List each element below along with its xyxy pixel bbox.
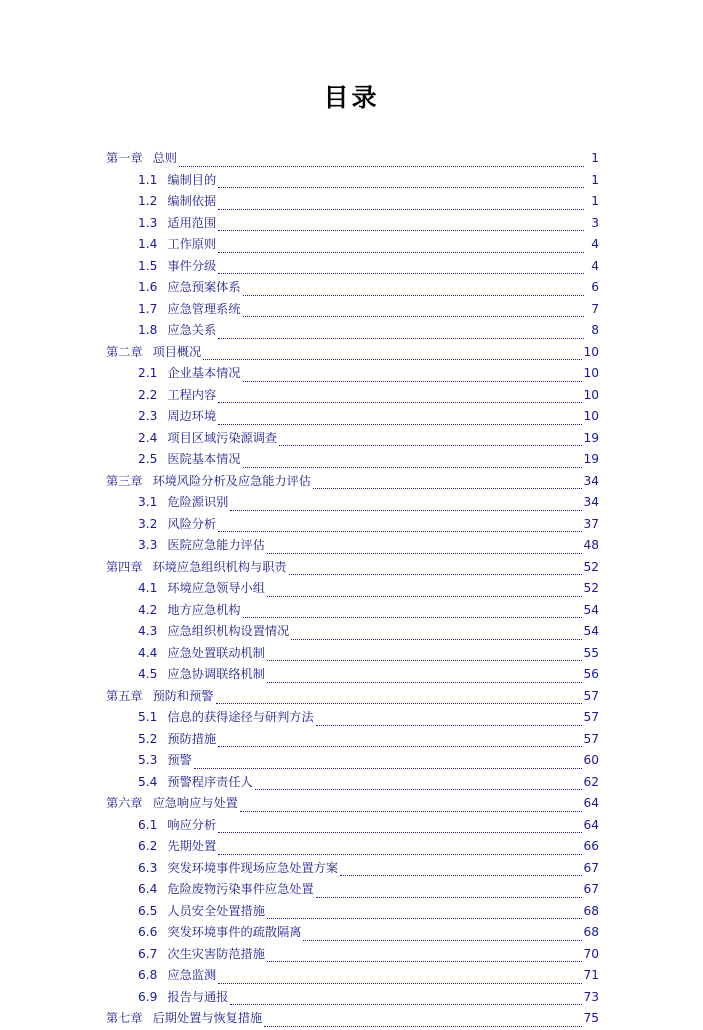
toc-entry-page: 57 [583, 710, 599, 724]
toc-entry-page: 64 [583, 817, 599, 832]
toc-entry-label [106, 148, 177, 170]
toc-entry-title: 响应分析 [167, 817, 217, 832]
toc-entry-page: 70 [583, 946, 599, 961]
toc-entry-page: 1 [591, 194, 599, 208]
toc-entry-title: 后期处置与恢复措施 [152, 1011, 263, 1025]
toc-entry[interactable] [104, 793, 599, 815]
toc-leader-dots [230, 1003, 582, 1005]
toc-entry-page: 1 [591, 151, 599, 165]
toc-leader-dots [267, 552, 583, 554]
toc-entry-title: 应急响应与处置 [152, 796, 238, 810]
toc-entry-title: 突发环境事件的疏散隔离 [167, 925, 302, 939]
toc-entry[interactable] [104, 922, 599, 944]
toc-entry-number: 2.3 [138, 409, 158, 423]
toc-leader-dots [218, 186, 584, 188]
toc-leader-dots [218, 272, 584, 274]
toc-entry-page: 62 [583, 774, 599, 789]
toc-entry-title: 医院应急能力评估 [167, 538, 265, 552]
toc-entry-label [138, 965, 216, 987]
toc-entry-page: 52 [583, 581, 599, 595]
toc-entry-title: 医院基本情况 [167, 452, 241, 466]
toc-entry[interactable] [104, 965, 599, 987]
toc-entry[interactable] [104, 600, 599, 622]
toc-entry[interactable] [104, 148, 599, 170]
toc-entry-title: 次生灾害防范措施 [167, 946, 265, 961]
toc-entry-number: 6.8 [138, 968, 158, 982]
toc-entry-page: 10 [583, 344, 599, 359]
toc-entry-label [138, 729, 216, 751]
toc-entry-page: 34 [583, 495, 599, 509]
toc-entry[interactable] [104, 621, 599, 643]
toc-leader-dots [179, 165, 584, 167]
toc-entry-page: 75 [583, 1011, 599, 1025]
toc-entry[interactable] [104, 256, 599, 278]
toc-entry-page: 67 [583, 882, 599, 896]
toc-entry-title: 应急预案体系 [167, 280, 241, 294]
toc-entry-page: 64 [583, 796, 599, 810]
toc-entry-label [138, 170, 216, 192]
toc-entry-title: 地方应急机构 [167, 602, 241, 617]
toc-leader-dots [267, 917, 583, 919]
toc-entry-label [138, 750, 192, 772]
toc-entry[interactable] [104, 363, 599, 385]
toc-entry[interactable] [104, 578, 599, 600]
toc-entry-label [106, 557, 287, 579]
toc-entry-number: 1.4 [138, 237, 158, 251]
toc-leader-dots [303, 939, 582, 941]
toc-entry-page: 10 [583, 387, 599, 402]
toc-entry-title: 编制依据 [167, 194, 217, 208]
toc-entry-number: 3.1 [138, 495, 158, 509]
toc-entry-page: 8 [591, 323, 599, 337]
toc-entry-label [138, 406, 216, 428]
toc-entry-page: 73 [583, 989, 599, 1004]
toc-entry-label [106, 793, 238, 815]
toc-entry[interactable] [104, 428, 599, 450]
toc-leader-dots [218, 831, 582, 833]
toc-leader-dots [255, 788, 583, 790]
toc-entry-number: 6.9 [138, 989, 158, 1004]
toc-entry-page: 52 [583, 559, 599, 574]
toc-entry-label [138, 385, 216, 407]
toc-entry-title: 预防措施 [167, 731, 217, 746]
toc-leader-dots [313, 487, 582, 489]
toc-entry-label [138, 772, 253, 794]
toc-entry-label [138, 901, 265, 923]
toc-entry-label [138, 578, 265, 600]
toc-entry-label [138, 621, 289, 643]
toc-entry-title: 总则 [152, 151, 177, 165]
toc-entry-page: 68 [583, 903, 599, 918]
toc-entry-number: 4.3 [138, 624, 158, 638]
toc-leader-dots [267, 659, 583, 661]
toc-entry-page: 48 [583, 538, 599, 552]
toc-leader-dots [230, 509, 582, 511]
toc-entry-label [138, 299, 241, 321]
toc-entry-number: 6.7 [138, 946, 158, 961]
toc-leader-dots [218, 853, 582, 855]
toc-leader-dots [243, 294, 584, 296]
toc-entry-label [138, 514, 216, 536]
toc-leader-dots [316, 896, 583, 898]
toc-leader-dots [291, 638, 582, 640]
toc-entry-title: 企业基本情况 [167, 366, 241, 380]
toc-entry[interactable] [104, 234, 599, 256]
toc-entry-number: 6.1 [138, 817, 158, 832]
toc-leader-dots [218, 208, 584, 210]
toc-entry-title: 应急协调联络机制 [167, 667, 265, 681]
toc-entry-number: 1.5 [138, 258, 158, 273]
toc-leader-dots [243, 315, 584, 317]
toc-entry-page: 66 [583, 839, 599, 853]
toc-leader-dots [240, 810, 583, 812]
toc-leader-dots [216, 702, 583, 704]
toc-entry-title: 预警 [167, 753, 192, 767]
toc-entry-label [138, 600, 241, 622]
toc-entry-page: 68 [583, 925, 599, 939]
toc-entry-number: 第一章 [106, 151, 143, 165]
toc-entry-title: 应急组织机构设置情况 [167, 624, 290, 638]
toc-entry-number: 6.3 [138, 860, 158, 875]
toc-entry-label [138, 428, 277, 450]
toc-entry-page: 1 [591, 172, 599, 187]
toc-entry-page: 4 [591, 258, 599, 273]
toc-leader-dots [218, 229, 584, 231]
toc-leader-dots [218, 982, 582, 984]
toc-entry[interactable] [104, 686, 599, 708]
toc-entry-page: 57 [583, 731, 599, 746]
toc-leader-dots [218, 401, 582, 403]
toc-entry-number: 6.5 [138, 903, 158, 918]
toc-entry-number: 6.6 [138, 925, 158, 939]
toc-entry[interactable] [104, 170, 599, 192]
toc-entry[interactable] [104, 342, 599, 364]
toc-entry[interactable] [104, 858, 599, 880]
toc-entry[interactable] [104, 471, 599, 493]
toc-entry-page: 34 [583, 473, 599, 488]
toc-entry-label [138, 815, 216, 837]
toc-leader-dots [267, 681, 583, 683]
toc-entry-label [138, 277, 241, 299]
toc-entry-page: 19 [583, 452, 599, 466]
toc-entry-title: 预警程序责任人 [167, 774, 253, 789]
toc-entry-page: 67 [583, 860, 599, 875]
toc-entry-label [138, 922, 301, 944]
toc-entry-label [138, 707, 314, 729]
toc-entry-label [138, 492, 228, 514]
toc-entry[interactable] [104, 987, 599, 1009]
toc-entry-page: 71 [583, 968, 599, 982]
toc-leader-dots [218, 423, 582, 425]
toc-entry-page: 56 [583, 667, 599, 681]
toc-entry-label [138, 234, 216, 256]
toc-entry-label [138, 213, 216, 235]
toc-leader-dots [264, 1025, 582, 1027]
toc-entry-title: 工程内容 [167, 387, 217, 402]
toc-leader-dots [218, 337, 584, 339]
toc-entry-number: 第六章 [106, 796, 143, 810]
toc-entry[interactable] [104, 299, 599, 321]
toc-entry-number: 5.3 [138, 753, 158, 767]
toc-entry-title: 项目区域污染源调查 [167, 430, 278, 445]
toc-entry-title: 环境应急组织机构与职责 [152, 559, 287, 574]
toc-entry[interactable] [104, 557, 599, 579]
toc-entry-page: 60 [583, 753, 599, 767]
toc-entry[interactable] [104, 879, 599, 901]
toc-entry-page: 54 [583, 624, 599, 638]
toc-entry-number: 2.1 [138, 366, 158, 380]
toc-entry-title: 信息的获得途径与研判方法 [167, 710, 314, 724]
toc-entry-title: 适用范围 [167, 215, 217, 230]
toc-entry-label [138, 449, 241, 471]
toc-entry-label [138, 858, 338, 880]
toc-leader-dots [218, 251, 584, 253]
toc-leader-dots [340, 874, 582, 876]
toc-entry-title: 人员安全处置措施 [167, 903, 265, 918]
toc-entry-label [138, 535, 265, 557]
toc-entry-number: 4.5 [138, 667, 158, 681]
toc-entry-label [138, 664, 265, 686]
toc-entry-title: 危险废物污染事件应急处置 [167, 882, 314, 896]
toc-entry-label [138, 944, 265, 966]
toc-entry-page: 3 [591, 215, 599, 230]
toc-entry-number: 6.4 [138, 882, 158, 896]
toc-entry-label [106, 342, 201, 364]
toc-entry-title: 应急关系 [167, 323, 217, 337]
toc-entry-page: 54 [583, 602, 599, 617]
toc-entry[interactable] [104, 664, 599, 686]
toc-entry-title: 先期处置 [167, 839, 217, 853]
toc-entry-number: 1.3 [138, 215, 158, 230]
toc-entry[interactable] [104, 944, 599, 966]
toc-entry-title: 编制目的 [167, 172, 217, 187]
toc-entry-label [106, 471, 311, 493]
toc-entry-number: 第五章 [106, 688, 143, 703]
toc-entry-title: 周边环境 [167, 409, 217, 423]
toc-leader-dots [267, 595, 583, 597]
toc-entry-number: 6.2 [138, 839, 158, 853]
toc-entry-number: 第三章 [106, 473, 143, 488]
toc-entry-number: 第四章 [106, 559, 143, 574]
toc-entry-page: 55 [583, 645, 599, 660]
toc-entry-label [138, 643, 265, 665]
toc-entry-page: 7 [591, 301, 599, 316]
toc-entry-number: 2.2 [138, 387, 158, 402]
toc-entry-label [138, 879, 314, 901]
toc-entry[interactable] [104, 213, 599, 235]
toc-entry-page: 10 [583, 409, 599, 423]
toc-entry-number: 1.8 [138, 323, 158, 337]
toc-entry-label [106, 686, 214, 708]
toc-entry[interactable] [104, 815, 599, 837]
toc-entry-title: 预防和预警 [152, 688, 214, 703]
toc-entry-title: 环境应急领导小组 [167, 581, 265, 595]
page-title: 目录 [323, 83, 380, 112]
toc-entry-number: 2.4 [138, 430, 158, 445]
toc-entry-title: 危险源识别 [167, 495, 229, 509]
toc-entry-label [106, 1008, 262, 1030]
toc-entry-number: 3.3 [138, 538, 158, 552]
toc-entry-page: 57 [583, 688, 599, 703]
toc-entry[interactable] [104, 750, 599, 772]
toc-entry-number: 3.2 [138, 516, 158, 531]
toc-entry-number: 1.1 [138, 172, 158, 187]
toc-leader-dots [267, 960, 583, 962]
toc-entry-number: 1.6 [138, 280, 158, 294]
toc-entry-page: 4 [591, 237, 599, 251]
toc-entry[interactable] [104, 901, 599, 923]
toc-entry[interactable] [104, 772, 599, 794]
toc-entry-number: 1.2 [138, 194, 158, 208]
toc-entry-number: 1.7 [138, 301, 158, 316]
toc-entry[interactable] [104, 449, 599, 471]
toc-entry-page: 19 [583, 430, 599, 445]
toc-entry-title: 工作原则 [167, 237, 217, 251]
toc-leader-dots [218, 745, 582, 747]
toc-entry-title: 环境风险分析及应急能力评估 [152, 473, 311, 488]
toc-entry[interactable] [104, 492, 599, 514]
toc-entry[interactable] [104, 406, 599, 428]
toc-entry[interactable] [104, 729, 599, 751]
toc-entry[interactable] [104, 836, 599, 858]
toc-leader-dots [218, 530, 582, 532]
toc-entry-number: 5.2 [138, 731, 158, 746]
toc-entry[interactable] [104, 1008, 599, 1030]
toc-entry[interactable] [104, 707, 599, 729]
toc-entry-number: 4.1 [138, 581, 158, 595]
toc-entry-number: 4.2 [138, 602, 158, 617]
toc-leader-dots [289, 573, 583, 575]
toc-entry-title: 风险分析 [167, 516, 217, 531]
toc-leader-dots [279, 444, 582, 446]
toc-leader-dots [243, 466, 583, 468]
toc-entry[interactable] [104, 191, 599, 213]
table-of-contents [104, 148, 599, 1030]
toc-entry-label [138, 836, 216, 858]
toc-leader-dots [243, 616, 583, 618]
toc-entry-title: 事件分级 [167, 258, 217, 273]
toc-entry-label [138, 320, 216, 342]
toc-entry-title: 应急处置联动机制 [167, 645, 265, 660]
toc-entry-page: 10 [583, 366, 599, 380]
toc-entry[interactable] [104, 643, 599, 665]
toc-entry-number: 第七章 [106, 1011, 143, 1025]
toc-entry[interactable] [104, 277, 599, 299]
toc-entry[interactable] [104, 535, 599, 557]
toc-leader-dots [316, 724, 583, 726]
toc-entry-title: 突发环境事件现场应急处置方案 [167, 860, 339, 875]
toc-entry-title: 应急监测 [167, 968, 217, 982]
toc-entry-number: 4.4 [138, 645, 158, 660]
toc-entry[interactable] [104, 385, 599, 407]
toc-entry-title: 报告与通报 [167, 989, 229, 1004]
toc-entry-number: 5.1 [138, 710, 158, 724]
toc-leader-dots [194, 767, 583, 769]
toc-entry[interactable] [104, 514, 599, 536]
toc-entry-number: 5.4 [138, 774, 158, 789]
toc-entry-title: 项目概况 [152, 344, 202, 359]
toc-entry-label [138, 256, 216, 278]
toc-leader-dots [243, 380, 583, 382]
toc-entry-page: 6 [591, 280, 599, 294]
toc-entry-page: 37 [583, 516, 599, 531]
toc-entry-label [138, 191, 216, 213]
toc-entry-title: 应急管理系统 [167, 301, 241, 316]
toc-leader-dots [203, 358, 582, 360]
toc-entry[interactable] [104, 320, 599, 342]
toc-entry-label [138, 363, 241, 385]
toc-entry-label [138, 987, 228, 1009]
toc-entry-number: 2.5 [138, 452, 158, 466]
toc-entry-number: 第二章 [106, 344, 143, 359]
